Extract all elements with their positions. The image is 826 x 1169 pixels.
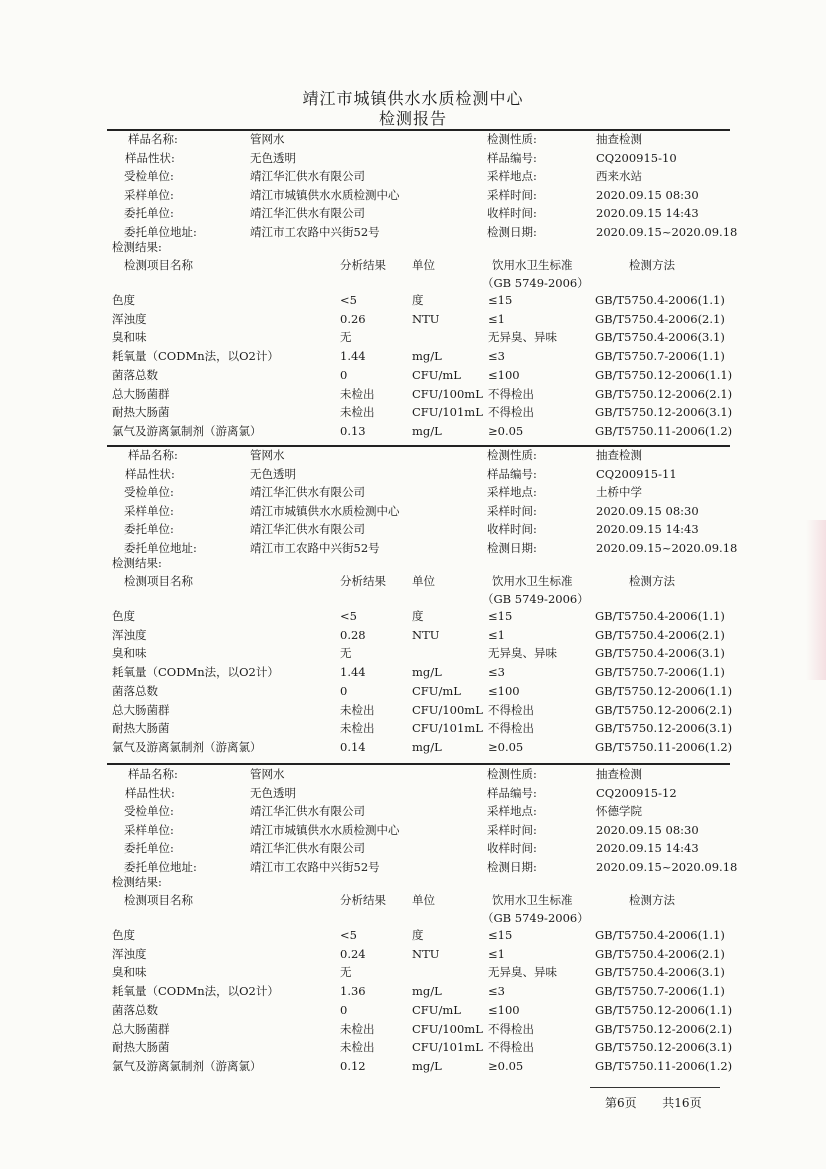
col-unit-header: 单位 [412, 258, 435, 272]
info-value: 抽查检测 [596, 132, 642, 146]
cell-unit: mg/L [412, 349, 442, 364]
cell-item: 氯气及游离氯制剂（游离氯） [112, 423, 262, 438]
col-standard-sub-header: （GB 5749-2006） [482, 592, 589, 606]
cell-item: 色度 [112, 928, 135, 942]
cell-standard: 不得检出 [488, 1040, 534, 1055]
info-value: 靖江华汇供水有限公司 [250, 485, 365, 499]
info-value: 靖江华汇供水有限公司 [250, 169, 365, 183]
info-value: 管网水 [250, 448, 285, 462]
info-value: 2020.09.15 08:30 [596, 503, 699, 518]
info-value: 无色透明 [250, 466, 296, 481]
cell-standard: ≤1 [488, 311, 505, 326]
cell-result: 未检出 [340, 386, 375, 401]
cell-unit: CFU/mL [412, 367, 461, 382]
cell-standard: ≤15 [488, 293, 513, 307]
cell-standard: 不得检出 [488, 1021, 534, 1036]
cell-standard: ≥0.05 [488, 1058, 524, 1073]
info-label: 委托单位地址: [124, 540, 197, 555]
info-label: 委托单位地址: [124, 224, 197, 239]
info-value: 无色透明 [250, 150, 296, 165]
cell-unit: mg/L [412, 665, 442, 680]
col-item-header: 检测项目名称 [124, 258, 193, 272]
info-value: 靖江市工农路中兴街52号 [250, 540, 380, 555]
info-label: 检测日期: [487, 224, 537, 239]
col-standard-header: 饮用水卫生标准 [492, 574, 573, 588]
info-label: 受检单位: [124, 485, 174, 499]
info-value: 管网水 [250, 767, 285, 781]
cell-result: 1.44 [340, 349, 366, 364]
results-label: 检测结果: [112, 556, 162, 570]
cell-result: 0 [340, 1002, 348, 1017]
cell-unit: NTU [412, 946, 440, 961]
cell-method: GB/T5750.12-2006(1.1) [595, 1002, 733, 1017]
cell-item: 氯气及游离氯制剂（游离氯） [112, 739, 262, 754]
info-label: 样品性状: [125, 150, 175, 165]
info-value: 靖江市城镇供水水质检测中心 [250, 187, 400, 202]
info-value: 抽查检测 [596, 767, 642, 781]
cell-standard: ≤100 [488, 683, 520, 698]
info-label: 收样时间: [487, 841, 537, 855]
cell-method: GB/T5750.12-2006(3.1) [595, 405, 733, 420]
col-standard-sub-header: （GB 5749-2006） [482, 276, 589, 290]
page-number: 第6页 [605, 1096, 637, 1110]
org-title: 靖江市城镇供水水质检测中心 [302, 89, 524, 108]
info-value: 土桥中学 [596, 485, 642, 499]
cell-method: GB/T5750.12-2006(3.1) [595, 1040, 733, 1055]
info-label: 采样地点: [487, 804, 537, 818]
cell-result: 未检出 [340, 721, 375, 736]
info-label: 样品名称: [128, 767, 178, 781]
cell-method: GB/T5750.4-2006(3.1) [595, 646, 725, 661]
info-value: 西来水站 [596, 169, 642, 183]
cell-method: GB/T5750.4-2006(2.1) [595, 627, 725, 642]
cell-method: GB/T5750.7-2006(1.1) [595, 984, 725, 999]
cell-result: <5 [340, 928, 357, 942]
cell-item: 菌落总数 [112, 367, 158, 382]
info-label: 样品编号: [487, 150, 537, 165]
info-label: 受检单位: [124, 804, 174, 818]
cell-standard: 不得检出 [488, 702, 534, 717]
cell-method: GB/T5750.11-2006(1.2) [595, 423, 733, 438]
cell-item: 耐热大肠菌 [112, 721, 170, 736]
cell-item: 菌落总数 [112, 1002, 158, 1017]
cell-result: 无 [340, 646, 352, 661]
info-label: 采样地点: [487, 485, 537, 499]
info-value: 抽查检测 [596, 448, 642, 462]
cell-item: 耗氧量（CODMn法，以O2计） [112, 665, 279, 680]
info-label: 采样单位: [124, 822, 174, 837]
cell-method: GB/T5750.4-2006(3.1) [595, 330, 725, 345]
cell-standard: ≤3 [488, 665, 505, 680]
results-label: 检测结果: [112, 875, 162, 889]
cell-unit: mg/L [412, 423, 442, 438]
cell-unit: 度 [412, 293, 424, 307]
info-value: 靖江华汇供水有限公司 [250, 804, 365, 818]
info-label: 样品名称: [128, 448, 178, 462]
col-item-header: 检测项目名称 [124, 574, 193, 588]
cell-method: GB/T5750.4-2006(1.1) [595, 293, 725, 307]
divider-2 [107, 445, 730, 447]
col-standard-header: 饮用水卫生标准 [492, 893, 573, 907]
info-label: 采样地点: [487, 169, 537, 183]
cell-standard: 无异臭、异味 [488, 646, 557, 661]
cell-item: 总大肠菌群 [112, 1021, 170, 1036]
cell-result: 未检出 [340, 1021, 375, 1036]
cell-item: 菌落总数 [112, 683, 158, 698]
cell-unit: 度 [412, 609, 424, 623]
info-label: 检测日期: [487, 859, 537, 874]
cell-standard: 不得检出 [488, 386, 534, 401]
cell-item: 氯气及游离氯制剂（游离氯） [112, 1058, 262, 1073]
cell-standard: 不得检出 [488, 405, 534, 420]
cell-method: GB/T5750.12-2006(2.1) [595, 386, 733, 401]
cell-result: <5 [340, 609, 357, 623]
cell-result: 0.26 [340, 311, 366, 326]
cell-method: GB/T5750.12-2006(3.1) [595, 721, 733, 736]
cell-unit: 度 [412, 928, 424, 942]
cell-standard: ≤3 [488, 984, 505, 999]
col-result-header: 分析结果 [340, 258, 386, 272]
divider-3 [107, 763, 730, 765]
cell-result: 0 [340, 367, 348, 382]
col-method-header: 检测方法 [629, 258, 675, 272]
info-label: 采样时间: [487, 187, 537, 202]
cell-result: 1.36 [340, 984, 366, 999]
cell-unit: CFU/100mL [412, 702, 483, 717]
cell-item: 色度 [112, 293, 135, 307]
info-value: 靖江市城镇供水水质检测中心 [250, 503, 400, 518]
info-label: 样品名称: [128, 132, 178, 146]
info-label: 检测日期: [487, 540, 537, 555]
report-title: 检测报告 [378, 109, 447, 128]
cell-item: 耗氧量（CODMn法，以O2计） [112, 349, 279, 364]
cell-result: 0.12 [340, 1058, 366, 1073]
cell-unit: NTU [412, 627, 440, 642]
stamp-bleed [806, 520, 826, 680]
info-label: 收样时间: [487, 206, 537, 220]
col-result-header: 分析结果 [340, 893, 386, 907]
cell-method: GB/T5750.11-2006(1.2) [595, 739, 733, 754]
cell-unit: CFU/101mL [412, 721, 483, 736]
cell-item: 总大肠菌群 [112, 702, 170, 717]
info-value: 管网水 [250, 132, 285, 146]
col-method-header: 检测方法 [629, 893, 675, 907]
info-value: CQ200915-10 [596, 150, 677, 165]
cell-result: 未检出 [340, 1040, 375, 1055]
info-label: 检测性质: [487, 767, 537, 781]
cell-unit: CFU/101mL [412, 1040, 483, 1055]
info-label: 检测性质: [487, 132, 537, 146]
cell-item: 耗氧量（CODMn法，以O2计） [112, 984, 279, 999]
cell-method: GB/T5750.4-2006(1.1) [595, 609, 725, 623]
cell-unit: CFU/mL [412, 683, 461, 698]
col-item-header: 检测项目名称 [124, 893, 193, 907]
cell-standard: ≤15 [488, 928, 513, 942]
info-label: 委托单位: [124, 522, 174, 536]
cell-result: 1.44 [340, 665, 366, 680]
cell-method: GB/T5750.11-2006(1.2) [595, 1058, 733, 1073]
cell-result: 无 [340, 330, 352, 345]
cell-item: 臭和味 [112, 646, 147, 661]
cell-standard: ≤3 [488, 349, 505, 364]
cell-item: 总大肠菌群 [112, 386, 170, 401]
info-value: 2020.09.15 14:43 [596, 841, 699, 855]
info-label: 委托单位: [124, 206, 174, 220]
cell-result: 0.24 [340, 946, 366, 961]
cell-unit: mg/L [412, 984, 442, 999]
col-standard-header: 饮用水卫生标准 [492, 258, 573, 272]
info-value: 无色透明 [250, 785, 296, 800]
info-label: 样品编号: [487, 785, 537, 800]
cell-item: 浑浊度 [112, 946, 147, 961]
info-value: 2020.09.15~2020.09.18 [596, 859, 738, 874]
info-value: 2020.09.15 08:30 [596, 187, 699, 202]
cell-item: 浑浊度 [112, 311, 147, 326]
col-unit-header: 单位 [412, 574, 435, 588]
cell-item: 臭和味 [112, 330, 147, 345]
cell-method: GB/T5750.4-2006(3.1) [595, 965, 725, 980]
info-value: 2020.09.15~2020.09.18 [596, 224, 738, 239]
col-standard-sub-header: （GB 5749-2006） [482, 911, 589, 925]
info-label: 收样时间: [487, 522, 537, 536]
info-label: 样品性状: [125, 785, 175, 800]
info-label: 样品编号: [487, 466, 537, 481]
info-label: 委托单位地址: [124, 859, 197, 874]
cell-unit: mg/L [412, 1058, 442, 1073]
cell-method: GB/T5750.12-2006(2.1) [595, 1021, 733, 1036]
cell-standard: ≥0.05 [488, 423, 524, 438]
cell-item: 耐热大肠菌 [112, 1040, 170, 1055]
cell-standard: ≤100 [488, 1002, 520, 1017]
cell-standard: ≤15 [488, 609, 513, 623]
cell-standard: ≤1 [488, 627, 505, 642]
info-label: 检测性质: [487, 448, 537, 462]
info-label: 采样时间: [487, 822, 537, 837]
info-value: 2020.09.15 14:43 [596, 522, 699, 536]
info-value: 2020.09.15 14:43 [596, 206, 699, 220]
cell-result: 无 [340, 965, 352, 980]
cell-standard: 无异臭、异味 [488, 965, 557, 980]
cell-item: 色度 [112, 609, 135, 623]
info-value: 2020.09.15~2020.09.18 [596, 540, 738, 555]
cell-unit: NTU [412, 311, 440, 326]
info-label: 委托单位: [124, 841, 174, 855]
info-value: 靖江华汇供水有限公司 [250, 206, 365, 220]
cell-result: 未检出 [340, 405, 375, 420]
info-value: 靖江市工农路中兴街52号 [250, 224, 380, 239]
cell-standard: 不得检出 [488, 721, 534, 736]
cell-result: 0.13 [340, 423, 366, 438]
info-value: 靖江市城镇供水水质检测中心 [250, 822, 400, 837]
cell-standard: ≥0.05 [488, 739, 524, 754]
page-total: 共16页 [662, 1096, 702, 1110]
info-label: 采样时间: [487, 503, 537, 518]
col-method-header: 检测方法 [629, 574, 675, 588]
cell-result: 0 [340, 683, 348, 698]
cell-method: GB/T5750.12-2006(1.1) [595, 683, 733, 698]
info-label: 采样单位: [124, 503, 174, 518]
cell-result: <5 [340, 293, 357, 307]
info-value: 靖江市工农路中兴街52号 [250, 859, 380, 874]
info-value: 靖江华汇供水有限公司 [250, 841, 365, 855]
cell-item: 浑浊度 [112, 627, 147, 642]
cell-item: 臭和味 [112, 965, 147, 980]
info-value: 2020.09.15 08:30 [596, 822, 699, 837]
col-result-header: 分析结果 [340, 574, 386, 588]
cell-standard: ≤100 [488, 367, 520, 382]
cell-method: GB/T5750.4-2006(2.1) [595, 946, 725, 961]
cell-standard: ≤1 [488, 946, 505, 961]
cell-unit: CFU/101mL [412, 405, 483, 420]
cell-method: GB/T5750.7-2006(1.1) [595, 349, 725, 364]
cell-unit: CFU/100mL [412, 1021, 483, 1036]
col-unit-header: 单位 [412, 893, 435, 907]
info-value: 靖江华汇供水有限公司 [250, 522, 365, 536]
cell-unit: mg/L [412, 739, 442, 754]
info-value: CQ200915-11 [596, 466, 677, 481]
cell-method: GB/T5750.4-2006(1.1) [595, 928, 725, 942]
info-value: CQ200915-12 [596, 785, 677, 800]
info-value: 怀德学院 [596, 804, 642, 818]
cell-item: 耐热大肠菌 [112, 405, 170, 420]
cell-method: GB/T5750.12-2006(1.1) [595, 367, 733, 382]
cell-method: GB/T5750.7-2006(1.1) [595, 665, 725, 680]
cell-unit: CFU/100mL [412, 386, 483, 401]
info-label: 样品性状: [125, 466, 175, 481]
cell-result: 0.28 [340, 627, 366, 642]
cell-result: 未检出 [340, 702, 375, 717]
divider-1 [107, 129, 730, 131]
info-label: 采样单位: [124, 187, 174, 202]
footer-rule [590, 1087, 720, 1088]
info-label: 受检单位: [124, 169, 174, 183]
cell-method: GB/T5750.4-2006(2.1) [595, 311, 725, 326]
cell-result: 0.14 [340, 739, 366, 754]
cell-standard: 无异臭、异味 [488, 330, 557, 345]
results-label: 检测结果: [112, 240, 162, 254]
cell-method: GB/T5750.12-2006(2.1) [595, 702, 733, 717]
page-footer [605, 1094, 702, 1111]
cell-unit: CFU/mL [412, 1002, 461, 1017]
